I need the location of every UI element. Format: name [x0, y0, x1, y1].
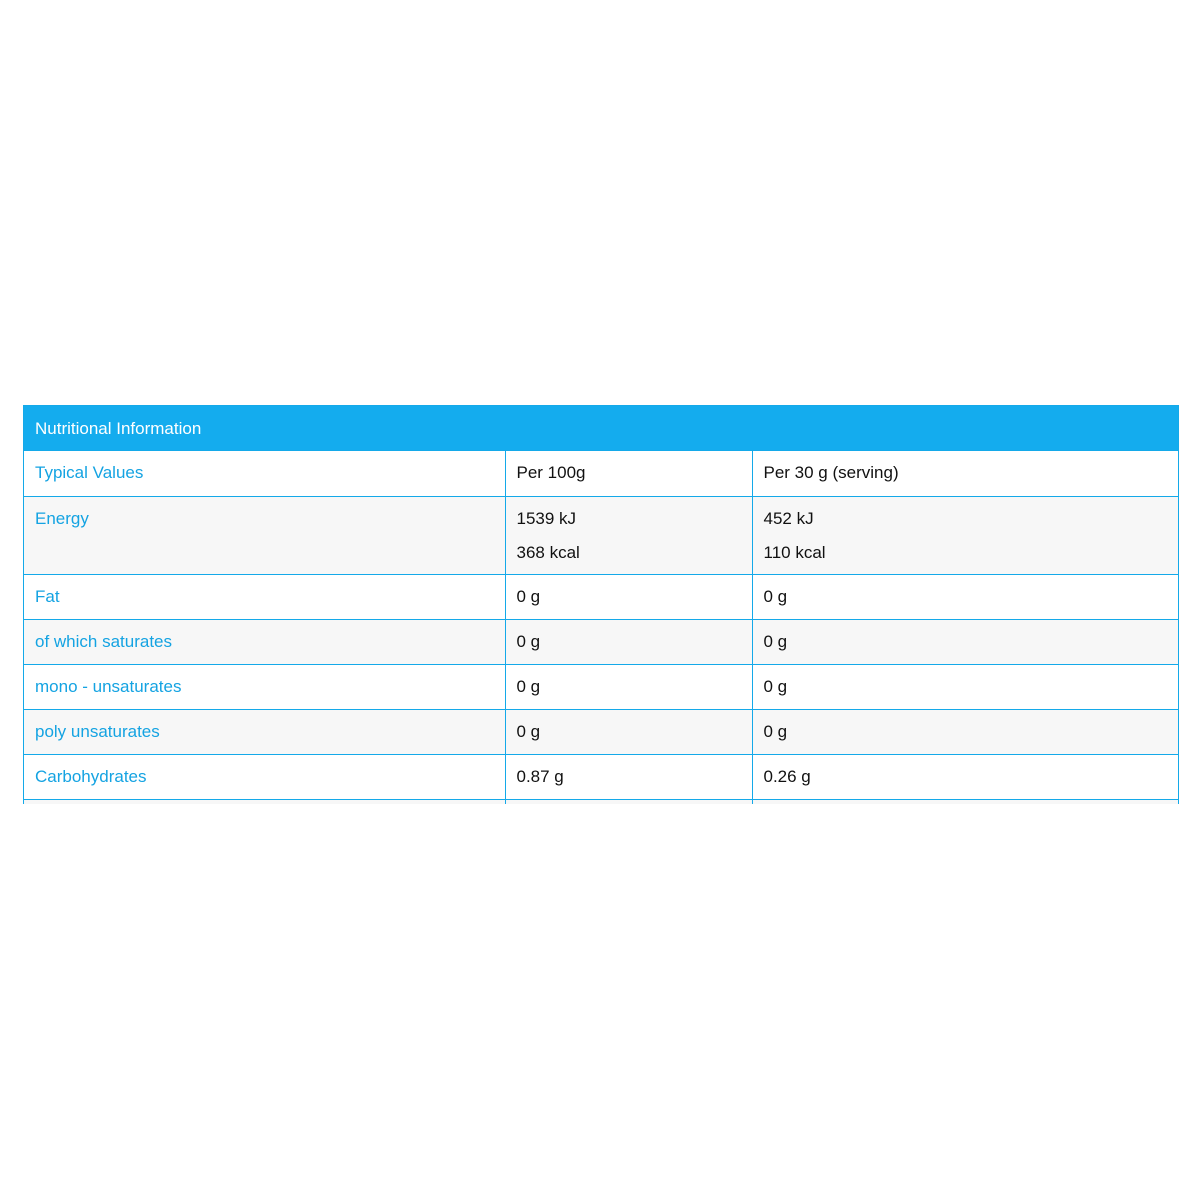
row-per-100g: 0 g	[505, 574, 752, 619]
nutrition-table	[24, 451, 1178, 804]
table-row-cut-off	[24, 799, 1178, 804]
panel-title: Nutritional Information	[24, 406, 1178, 451]
row-per-serving: 0 g	[752, 709, 1178, 754]
header-label: Typical Values	[24, 451, 505, 496]
energy-kj-serving: 452 kJ	[763, 508, 814, 528]
row-per-100g: 0 g	[505, 619, 752, 664]
energy-per-100g	[505, 496, 752, 574]
table-row	[24, 754, 1178, 799]
table-row	[24, 709, 1178, 754]
row-label: Carbohydrates	[24, 754, 505, 799]
energy-per-serving	[752, 496, 1178, 574]
row-label: poly unsaturates	[24, 709, 505, 754]
row-label: of which saturates	[24, 619, 505, 664]
table-row	[24, 574, 1178, 619]
energy-kj-100g: 1539 kJ	[516, 508, 577, 528]
row-label: Fat	[24, 574, 505, 619]
row-label: mono - unsaturates	[24, 664, 505, 709]
row-per-100g: 0.87 g	[505, 754, 752, 799]
header-per-serving: Per 30 g (serving)	[752, 451, 1178, 496]
table-header-row	[24, 451, 1178, 496]
energy-kcal-100g: 368 kcal	[516, 542, 580, 562]
table-row-energy	[24, 496, 1178, 574]
nutrition-panel	[23, 405, 1179, 804]
row-per-100g: 0 g	[505, 664, 752, 709]
row-per-serving: 0 g	[752, 574, 1178, 619]
row-label: Energy	[24, 496, 505, 574]
row-label	[24, 799, 505, 804]
energy-kcal-serving: 110 kcal	[763, 542, 826, 562]
header-per-100g: Per 100g	[505, 451, 752, 496]
row-per-serving: 0 g	[752, 664, 1178, 709]
table-row	[24, 619, 1178, 664]
row-per-100g	[505, 799, 752, 804]
row-per-serving	[752, 799, 1178, 804]
row-per-serving: 0.26 g	[752, 754, 1178, 799]
table-row	[24, 664, 1178, 709]
row-per-100g: 0 g	[505, 709, 752, 754]
row-per-serving: 0 g	[752, 619, 1178, 664]
